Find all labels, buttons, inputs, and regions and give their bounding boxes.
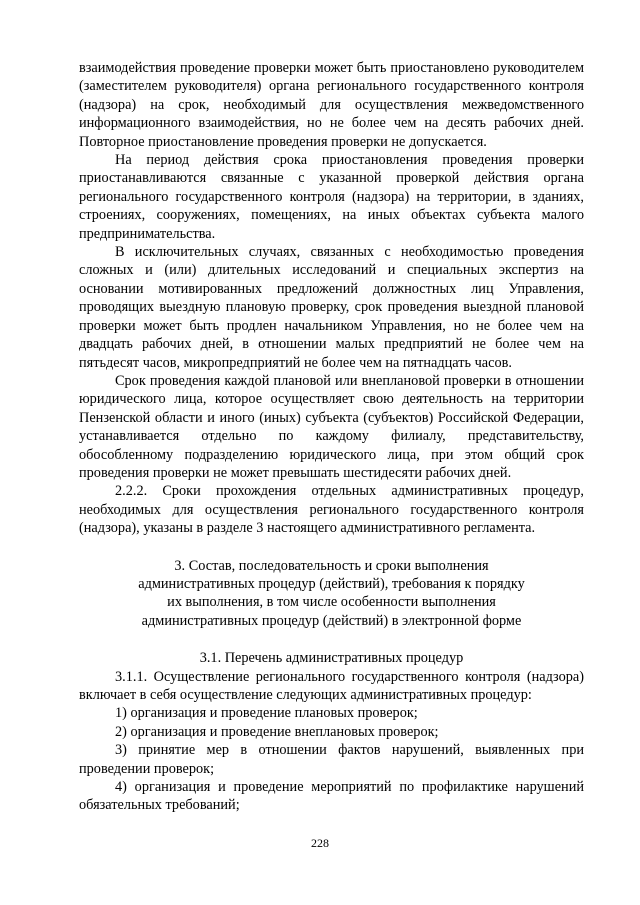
section-heading-line: 3. Состав, последовательность и сроки выполнения bbox=[174, 557, 489, 574]
subsection-heading: 3.1. Перечень административных процедур bbox=[199, 650, 464, 667]
paragraph-branch-inspection: Срок проведения каждой плановой или внеплановой проверки в отношении юридического лица, которое осуществляет свою деятельность на территории Пензенской области и иного (иных) субъекта (субъектов) Российской Федерации, устанавливается отдельно по каждому филиалу, представительству, обособленному подразделению юридического лица, при этом общий срок проведения проверки не может превышать шестидесяти рабочих дней. bbox=[79, 372, 584, 481]
list-item: 1) организация и проведение плановых проверок; bbox=[115, 705, 418, 722]
page-number: 228 bbox=[311, 836, 329, 850]
list-item: 4) организация и проведение мероприятий по профилактике нарушений обязательных требований; bbox=[79, 779, 584, 814]
paragraph-3-1-1: 3.1.1. Осуществление регионального государственного контроля (надзора) включает в себя осуществление следующих административных процедур: bbox=[79, 668, 584, 703]
paragraph-exceptional-extension: В исключительных случаях, связанных с необходимостью проведения сложных и (или) длительных исследований и специальных экспертиз на основании мотивированных предложений должностных лиц Управления, проводящих выездную плановую проверку, срок проведения выездной плановой проверки может быть продлен начальником Управления, но не более чем на двадцать рабочих дней, в отношении малых предприятий не более чем на пятьдесят часов, микропредприятий не более чем на пятнадцать часов. bbox=[79, 244, 584, 371]
paragraph-suspension-period: На период действия срока приостановления проведения проверки приостанавливаются связанные с указанной проверкой действия органа регионального государственного контроля (надзора) на территории, в зданиях, строениях, сооружениях, помещениях, на иных объектах субъекта малого предпринимательства. bbox=[79, 152, 584, 242]
procedure-list bbox=[79, 704, 584, 814]
section-heading-line: административных процедур (действий), требования к порядку bbox=[138, 575, 525, 592]
list-item: 3) принятие мер в отношении фактов нарушений, выявленных при проведении проверок; bbox=[79, 742, 584, 777]
section-heading-line: административных процедур (действий) в электронной форме bbox=[141, 612, 522, 629]
paragraph-suspension-continued: взаимодействия проведение проверки может быть приостановлено руководителем (заместителем руководителя) органа регионального государственного контроля (надзора) на срок, необходимый для осуществления межведомственного информационного взаимодействия, но не более чем на десять рабочих дней. Повторное приостановление проведения проверки не допускается. bbox=[79, 60, 584, 150]
paragraph-2-2-2: 2.2.2. Сроки прохождения отдельных административных процедур, необходимых для осуществления регионального государственного контроля (надзора), указаны в разделе 3 настоящего административного регламента. bbox=[79, 483, 584, 537]
section-heading bbox=[79, 557, 584, 631]
section-heading-line: их выполнения, в том числе особенности выполнения bbox=[167, 594, 496, 611]
list-item: 2) организация и проведение внеплановых проверок; bbox=[115, 723, 439, 740]
